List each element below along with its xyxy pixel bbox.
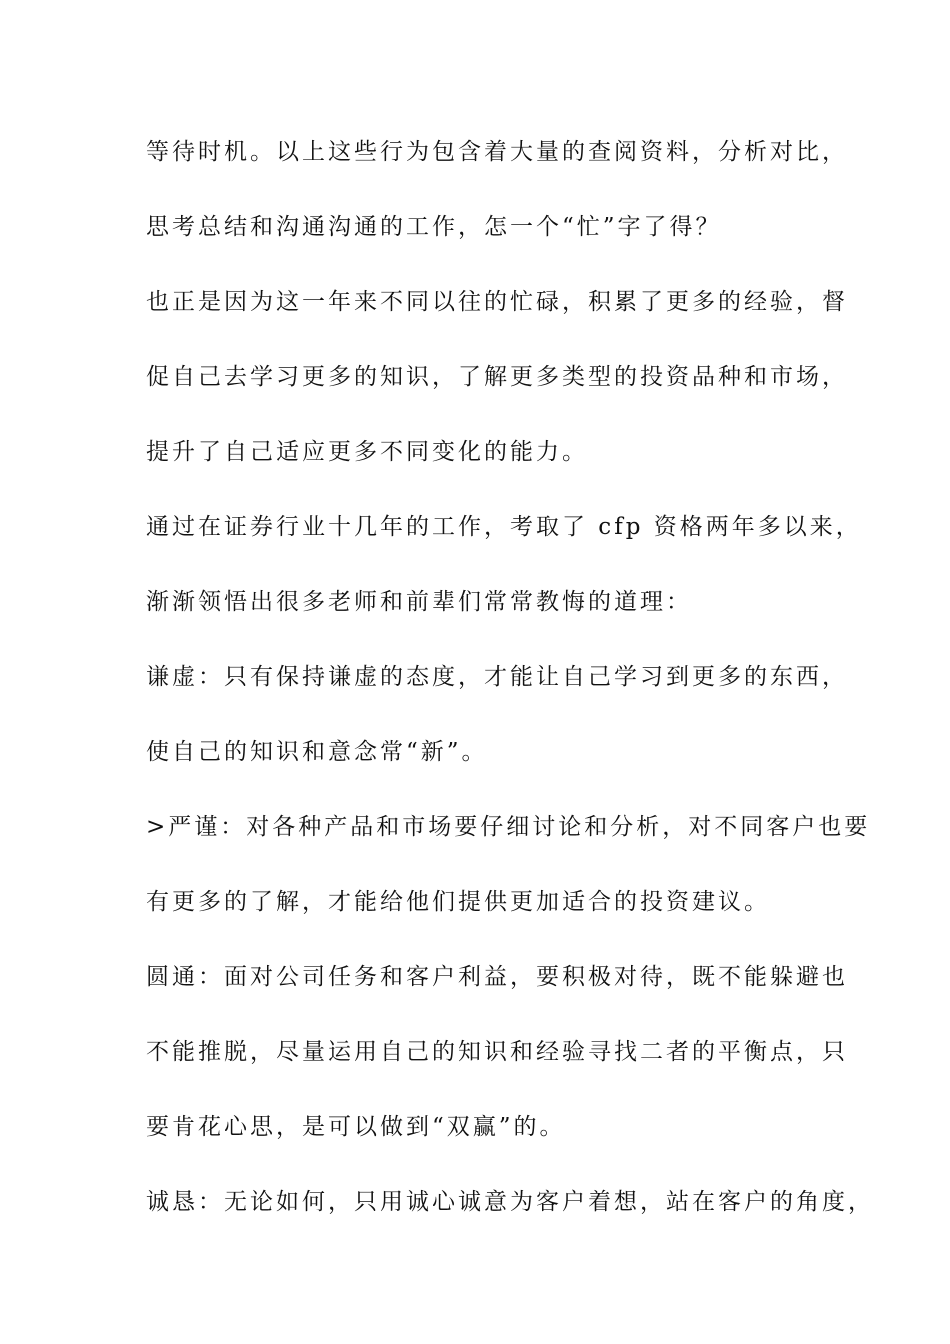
text-line-15: 诚恳：无论如何，只用诚心诚意为客户着想，站在客户的角度， [146, 1189, 874, 1215]
text-line-7: 渐渐领悟出很多老师和前辈们常常教悔的道理： [146, 589, 692, 615]
text-line-5: 提升了自己适应更多不同变化的能力。 [146, 439, 588, 465]
text-line-2: 思考总结和沟通沟通的工作，怎一个“忙”字了得？ [146, 214, 722, 240]
text-line-1: 等待时机。以上这些行为包含着大量的查阅资料，分析对比， [146, 139, 848, 165]
text-line-9: 使自己的知识和意念常“新”。 [146, 739, 488, 765]
text-line-3: 也正是因为这一年来不同以往的忙碌，积累了更多的经验，督 [146, 289, 848, 315]
text-line-11: 有更多的了解，才能给他们提供更加适合的投资建议。 [146, 889, 770, 915]
text-line-4: 促自己去学习更多的知识，了解更多类型的投资品种和市场， [146, 364, 848, 390]
text-line-8: 谦虚：只有保持谦虚的态度，才能让自己学习到更多的东西， [146, 664, 848, 690]
text-line-10: >严谨：对各种产品和市场要仔细讨论和分析，对不同客户也要 [146, 814, 871, 840]
text-line-6: 通过在证券行业十几年的工作，考取了 cfp 资格两年多以来， [146, 514, 862, 540]
text-line-13: 不能推脱，尽量运用自己的知识和经验寻找二者的平衡点，只 [146, 1039, 848, 1065]
text-line-12: 圆通：面对公司任务和客户利益，要积极对待，既不能躲避也 [146, 964, 848, 990]
text-line-14: 要肯花心思，是可以做到“双赢”的。 [146, 1114, 566, 1140]
